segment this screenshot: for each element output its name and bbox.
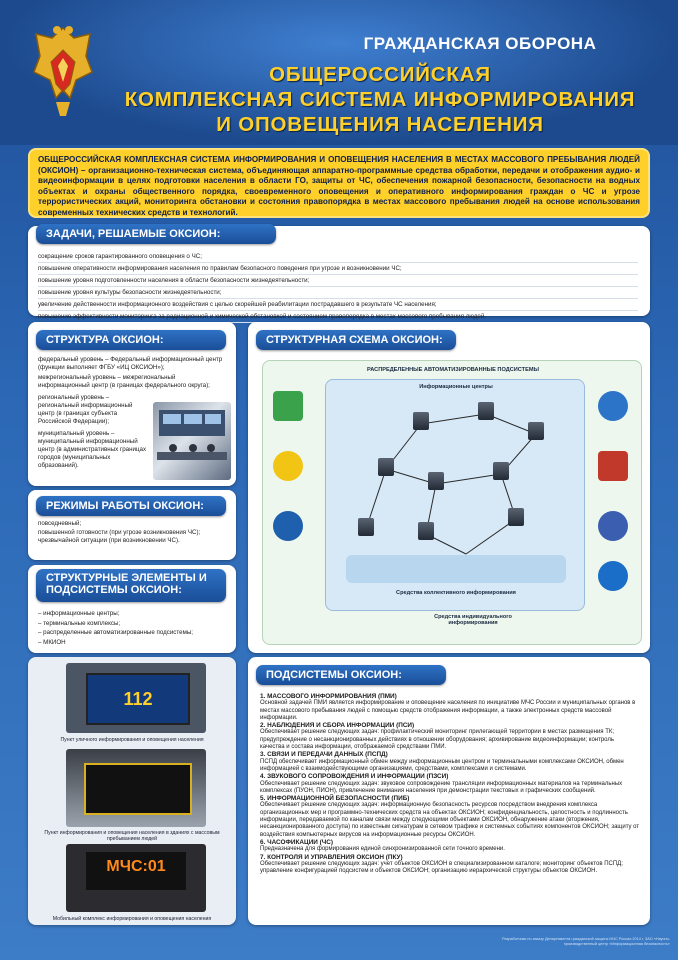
globe-icon	[598, 391, 628, 421]
street-terminal-photo	[66, 663, 206, 733]
subsystems-list	[260, 693, 640, 875]
elements-panel	[28, 565, 236, 653]
scheme-diagram	[262, 360, 642, 645]
structure-regional: региональный уровень – региональный информационный центр (в границах субъекта Российской Федерации);	[38, 394, 133, 425]
tasks-title: ЗАДАЧИ, РЕШАЕМЫЕ ОКСИОН:	[36, 224, 276, 244]
elements-list	[38, 609, 230, 647]
server-icon	[493, 462, 509, 480]
list-item: повышение эффективности мониторинга за радиационной и химической обстановкой и состоянием правопорядка в местах массового пребывания людей.	[38, 311, 638, 323]
subsystems-panel	[248, 657, 650, 925]
security-shield-icon	[598, 451, 628, 481]
indoor-screen	[84, 763, 192, 815]
structure-title: СТРУКТУРА ОКСИОН:	[36, 330, 226, 350]
server-icon	[418, 522, 434, 540]
list-item: повышенной готовности (при угрозе возникновения ЧС);	[38, 528, 201, 536]
support-icon	[598, 511, 628, 541]
control-room-illustration	[153, 402, 231, 480]
scheme-panel	[248, 322, 650, 653]
subsystem-heading: 6. ЧАСОФИКАЦИИ (ЧС)	[260, 838, 334, 846]
individual-info-label: Средства индивидуального информирования	[434, 614, 512, 626]
indoor-terminal-photo	[66, 749, 206, 827]
subsystem-heading: 1. МАССОВОГО ИНФОРМИРОВАНИЯ (ПМИ)	[260, 693, 397, 700]
server-icon	[428, 472, 444, 490]
poster-title	[100, 62, 660, 137]
server-icon	[358, 518, 374, 536]
screen-mchs: МЧС:01	[86, 852, 186, 890]
network-icon	[598, 561, 628, 591]
structure-panel	[28, 322, 236, 486]
info-centers-area	[325, 379, 585, 611]
list-item: увеличение действенности информационного воздействия с целью скорейшей реабилитации пострадавшего в результате ЧС населения;	[38, 299, 638, 311]
intro-definition: ОБЩЕРОССИЙСКАЯ КОМПЛЕКСНАЯ СИСТЕМА ИНФОРМИРОВАНИЯ И ОПОВЕЩЕНИЯ НАСЕЛЕНИЯ В МЕСТАХ МАССОВОГО ПРЕБЫВАНИЯ ЛЮДЕЙ (ОКСИОН) – организационно-техническая система, объединяющая аппаратно-программные средства обработки, передачи и отображения аудио- и видеоинформации в целях подготовки населения в области ГО, защиты от ЧС, обеспечения пожарной безопасности, безопасности на водных объектах и охраны общественного порядка, своевременного оповещения и оперативного информирования граждан о ЧС и угрозе террористических акций, мониторинга обстановки и состояния правопорядка в местах массового пребывания людей на основе использования современных технических средств и технологий.	[28, 148, 650, 218]
server-icon	[378, 458, 394, 476]
distributed-subsystems-label: РАСПРЕДЕЛЕННЫЕ АВТОМАТИЗИРОВАННЫЕ ПОДСИСТЕМЫ	[367, 367, 539, 373]
subsystem-heading: 7. КОНТРОЛЯ И УПРАВЛЕНИЯ ОКСИОН (ПКУ)	[260, 853, 403, 861]
title-line-2: КОМПЛЕКСНАЯ СИСТЕМА ИНФОРМИРОВАНИЯ	[124, 88, 636, 111]
tasks-panel	[28, 226, 650, 320]
server-icon	[413, 412, 429, 430]
server-icon	[508, 508, 524, 526]
server-icon	[528, 422, 544, 440]
list-item: – информационные центры;	[38, 610, 120, 617]
subsystem-text: ПСПД обеспечивает информационный обмен между информационным центром и терминальными комплексами ОКСИОН, обмен информацией с взаимодействующими организациями, средствами, комплексами и системами.	[260, 758, 624, 772]
subsystems-title: ПОДСИСТЕМЫ ОКСИОН:	[256, 665, 446, 685]
monitoring-icon	[273, 391, 303, 421]
radiation-icon	[273, 451, 303, 481]
mchs-eagle-emblem-icon	[30, 20, 96, 120]
elements-title: СТРУКТУРНЫЕ ЭЛЕМЕНТЫ И ПОДСИСТЕМЫ ОКСИОН:	[36, 569, 226, 602]
list-item: – распределенные автоматизированные подсистемы;	[38, 629, 194, 636]
subsystem-text: Обеспечивает решение следующих задач: информационную безопасность ресурсов посредством внедрения комплекса организационных мер и программно-технических средств на объектах ОКСИОН; конфиденциальность, целостность и подлинность информации, передаваемой по каналам связи между следующими объектами ОКСИОН, обнаружение атаки (вторжения, несанкционированного доступа) по известным сигнатурам в сетевом трафике и системных событиях компонентов ОКСИОН; защиту от воздействия компьютерных вирусов на информационные ресурсы ОКСИОН.	[260, 802, 640, 838]
modes-list	[38, 520, 230, 546]
caption-mobile-complex: Мобильный комплекс информирования и оповещения населения	[52, 916, 212, 922]
subsystem-text: Предназначена для формирования единой синхронизированной сети точного времени.	[260, 846, 505, 853]
subsystem-heading: 3. СВЯЗИ И ПЕРЕДАЧИ ДАННЫХ (ПСПД)	[260, 751, 388, 759]
title-line-3: И ОПОВЕЩЕНИЯ НАСЕЛЕНИЯ	[216, 113, 544, 136]
info-centers-label: Информационные центры	[419, 384, 493, 390]
subsystem-text: Обеспечивает решение следующих задач: звуковое сопровождение трансляции информационных материалов на терминальных комплексах (ПУОН, ПИОН), привлечение внимания населения при демонстрации текстовых и графических сообщений.	[260, 780, 623, 794]
list-item: повышение уровня подготовленности населения в области безопасности жизнедеятельности;	[38, 275, 638, 287]
modes-panel	[28, 490, 236, 560]
subsystem-heading: 5. ИНФОРМАЦИОННОЙ БЕЗОПАСНОСТИ (ПИБ)	[260, 795, 410, 803]
list-item: повышение оперативности информирования населения по правилам безопасного поведения при угрозе и возникновении ЧС;	[38, 263, 638, 275]
photo-panel	[28, 657, 236, 925]
structure-federal: федеральный уровень – Федеральный информационный центр (функции выполняет ФГБУ «ИЦ ОКСИОН»);	[38, 356, 223, 371]
list-item: повседневный;	[38, 520, 82, 527]
list-item: – МКИОН	[38, 638, 66, 646]
title-line-1: ОБЩЕРОССИЙСКАЯ	[269, 63, 491, 86]
terminal-complexes-area	[346, 555, 566, 583]
server-icon	[478, 402, 494, 420]
subsystem-text: Обеспечивает решение следующих задач: профилактический мониторинг прилегающей территории в местах размещения ТК; предупреждение о несанкционированных действиях в отношении оборудования; архивирование видеоинформации; контроль качества и состава информации, отображаемой средствами ПМИ.	[260, 729, 615, 751]
list-item: чрезвычайной ситуации (при возникновении ЧС).	[38, 537, 180, 544]
collective-info-label: Средства коллективного информирования	[396, 590, 516, 596]
mobile-complex-photo	[66, 844, 206, 912]
civil-defense-label: ГРАЖДАНСКАЯ ОБОРОНА	[363, 34, 597, 53]
list-item: – терминальные комплексы;	[38, 619, 121, 627]
list-item: повышение уровня культуры безопасности жизнедеятельности;	[38, 287, 638, 299]
info-icon	[273, 511, 303, 541]
subsystem-text: Обеспечивает решение следующих задач: учет объектов ОКСИОН в специализированном каталоге; мониторинг объектов ПСПД; управление конфигурацией подсистем и объектов ОКСИОН; организацию иерархической структуры объектов ОКСИОН.	[260, 860, 623, 875]
modes-title: РЕЖИМЫ РАБОТЫ ОКСИОН:	[36, 496, 226, 516]
subsystem-heading: 2. НАБЛЮДЕНИЯ И СБОРА ИНФОРМАЦИИ (ПСИ)	[260, 722, 415, 730]
footer-credits: Разработчики по заказу Департамента гражданской защиты МЧС России 2014 г. ЗАО «Научно-производственный центр «Информационная безопасность»	[502, 937, 670, 946]
structure-municipal: муниципальный уровень – муниципальный информационный центр (в административных границах городов (муниципальных образований).	[38, 430, 147, 469]
screen-112: 112	[86, 673, 190, 725]
structure-interregional: межрегиональный уровень – межрегиональный информационный центр (в границах федерального округа);	[38, 374, 210, 389]
control-room-photo	[153, 402, 231, 480]
list-item: сокращение сроков гарантированного оповещения о ЧС;	[38, 251, 638, 263]
caption-indoor-terminal: Пункт информирования и оповещения населения в зданиях с массовым пребыванием людей	[44, 830, 220, 842]
subsystem-text: Основной задачей ПМИ является информирование и оповещение населения по инициативе МЧС России и муниципальных органов в местах массового пребывания людей с помощью средств отображения информации, а также электронных средств массовой информации.	[260, 700, 636, 721]
scheme-title: СТРУКТУРНАЯ СХЕМА ОКСИОН:	[256, 330, 456, 350]
tasks-list	[38, 251, 638, 323]
caption-street-terminal: Пункт уличного информирования и оповещения населения	[60, 737, 204, 743]
subsystem-heading: 4. ЗВУКОВОГО СОПРОВОЖДЕНИЯ И ИНФОРМАЦИИ (ПЗСИ)	[260, 773, 449, 781]
